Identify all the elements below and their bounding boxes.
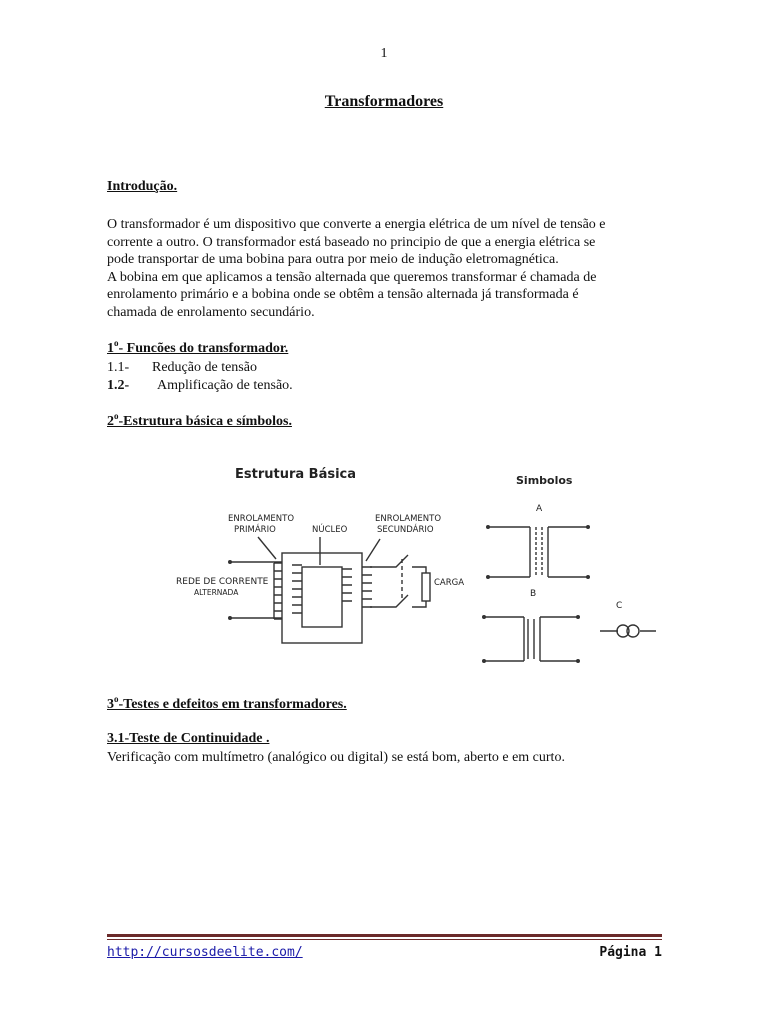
label-primary-2: PRIMÁRIO	[234, 525, 276, 535]
section2-heading: 2$^o$-Estrutura básica e símbolos.	[107, 411, 292, 429]
footer-divider	[107, 934, 662, 937]
symbol-b-leads-right	[540, 617, 578, 661]
page-number: 1	[380, 46, 388, 61]
symbol-b-label: B	[530, 589, 537, 599]
label-core: NÚCLEO	[312, 525, 348, 535]
label-mains-1: REDE DE CORRENTE	[176, 577, 269, 587]
arrow-primary	[258, 537, 276, 559]
intro-paragraph	[107, 216, 667, 322]
intro-line: corrente a outro. O transformador está baseado no principio de que a energia elétrica se	[107, 234, 596, 250]
footer-link[interactable]: http://cursosdeelite.com/	[107, 945, 303, 960]
footer-divider-thin	[107, 939, 662, 940]
intro-heading: Introdução.	[107, 179, 178, 194]
section3-1-text: Verificação com multímetro (analógico ou digital) se está bom, aberto e em curto.	[107, 750, 565, 765]
symbol-b-leads-left	[484, 617, 524, 661]
switch-top	[370, 555, 426, 573]
label-mains-2: ALTERNADA	[194, 588, 239, 597]
intro-line: A bobina em que aplicamos a tensão alternada que queremos transformar é chamada de	[107, 269, 597, 285]
intro-line: chamada de enrolamento secundário.	[107, 304, 315, 320]
intro-line: O transformador é um dispositivo que converte a energia elétrica de um nível de tensão e	[107, 217, 606, 232]
section3-heading: 3$^o$-Testes e defeitos em transformadores.	[107, 694, 347, 712]
symbol-c-label: C	[616, 601, 623, 611]
list-item-number: 1.1-	[107, 360, 130, 375]
secondary-coil	[362, 567, 372, 607]
label-secondary-2: SECUNDÁRIO	[377, 525, 434, 535]
switch-bottom	[370, 595, 426, 607]
intro-line: enrolamento primário e a bobina onde se obtêm a tensão alternada já transformada é	[107, 287, 579, 303]
symbols-title: Simbolos	[516, 474, 573, 487]
symbol-a-leads-right	[548, 527, 588, 577]
label-primary-1: ENROLAMENTO	[228, 514, 295, 524]
list-item-text: Redução de tensão	[152, 360, 257, 375]
symbol-a-label: A	[536, 504, 543, 514]
section1-heading: 1$^o$- Funcões do transformador.	[107, 338, 289, 356]
intro-line: pode transportar de uma bobina para outra por meio de indução eletromagnética.	[107, 252, 559, 268]
transformer-diagram	[170, 455, 660, 675]
footer-page-label: Página 1	[599, 945, 662, 960]
load-resistor	[422, 573, 430, 601]
symbol-a-leads-left	[488, 527, 530, 577]
list-item-number: 1.2-	[107, 378, 130, 393]
section3-1-heading: 3.1-Teste de Continuidade .	[107, 731, 270, 746]
list-item-text: Amplificação de tensão.	[157, 378, 293, 393]
label-secondary-1: ENROLAMENTO	[375, 514, 442, 524]
primary-coil	[274, 563, 282, 619]
document-title: Transformadores	[324, 93, 444, 110]
arrow-secondary	[366, 539, 380, 561]
label-load: CARGA	[434, 578, 465, 588]
structure-title: Estrutura Básica	[235, 467, 357, 482]
core-window	[302, 567, 342, 627]
